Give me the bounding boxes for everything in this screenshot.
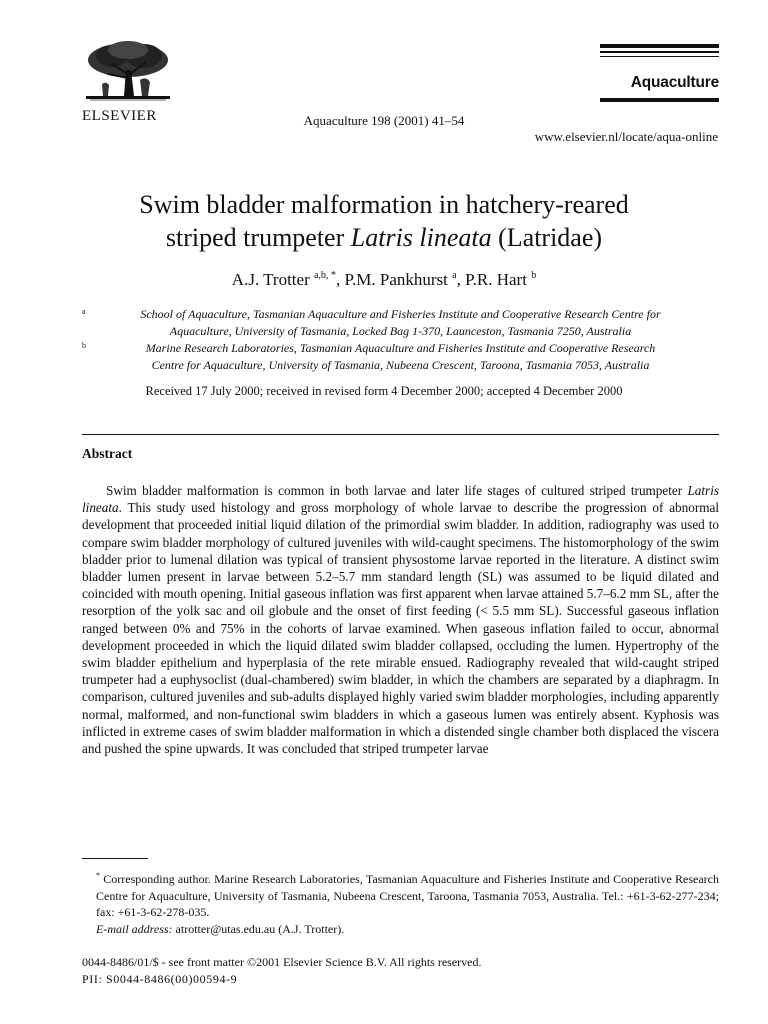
article-title xyxy=(60,188,708,254)
affiliation-line: Centre for Aquaculture, University of Tasmania, Nubeena Crescent, Taroona, Tasmania 7053, Australia xyxy=(151,358,650,372)
copyright-line: 0044-8486/01/$ - see front matter ©2001 Elsevier Science B.V. All rights reserved. xyxy=(82,955,482,969)
abstract-text-part: . This study used histology and gross morphology of whole larvae to describe the progression of abnormal development that proceeded initial liquid dilation of the primordial swim bladder. In addition, radiography was used to compare swim bladder morphology of cultured juveniles with wild-caught specimens. The histomorphology of the swim bladder prior to lumenal dilation was typical of transient physostome larvae reported in the literature. A distinct swim bladder lumen present in larvae between 5.2–5.7 mm standard length (SL) was assumed to be liquid dilated and coincided with mouth opening. Initial gaseous inflation was first apparent when larvae attained 5.7–6.2 mm SL, after the resorption of the yolk sac and oil globule and the onset of first feeding (< 5.5 mm SL). Successful gaseous inflation ranged between 0% and 75% in the cohorts of larvae examined. When gaseous inflation failed to occur, abnormal development proceeded in which the liquid dilated swim bladder collapsed, occluding the lumen. Hypertrophy of the swim bladder epithelium and hyperplasia of the rete mirable ensued. Radiography revealed that wild-caught striped trumpeter had a euphysoclist (dual-chambered) swim bladder, in which the chambers are separated by a diaphragm. In comparison, cultured juveniles and sub-adults displayed highly varied swim bladder morphologies, including apparently normal, malformed, and non-functional swim bladders in which a gaseous lumen was entirely absent. Kyphosis was inflicted in extreme cases of swim bladder malformation in which a distended single chamber both displaced the viscera and pushed the spine upwards. It was concluded that striped trumpeter larvae xyxy=(82,500,719,757)
author-list: A.J. Trotter $^{a,b, *}$, P.M. Pankhurst $^a$, P.R. Hart $^b$ xyxy=(231,270,537,289)
abstract-text-part: Swim bladder malformation is common in both larvae and later life stages of cultured striped trumpeter xyxy=(106,483,688,498)
title-family: (Latridae) xyxy=(491,223,603,252)
affiliation-marker: a xyxy=(82,307,86,316)
species-name: Latris lineata xyxy=(82,483,719,516)
affiliation-a xyxy=(82,306,719,340)
author-affiliation-marker: a xyxy=(452,270,457,281)
journal-citation: Aquaculture 198 (2001) 41–54 xyxy=(303,113,465,128)
author-affiliation-marker: b xyxy=(531,270,537,281)
elsevier-tree-logo xyxy=(82,40,174,104)
journal-name: Aquaculture xyxy=(630,74,719,91)
copyright-block xyxy=(82,954,481,988)
affiliation-marker: b xyxy=(82,341,86,350)
title-line-2 xyxy=(60,221,708,254)
author-name: P.M. Pankhurst xyxy=(344,270,448,289)
author-name: P.R. Hart xyxy=(465,270,527,289)
title-text: striped trumpeter xyxy=(165,223,351,252)
affiliation-line: Aquaculture, University of Tasmania, Locked Bag 1-370, Launceston, Tasmania 7250, Australia xyxy=(169,324,632,338)
affiliation-line: School of Aquaculture, Tasmanian Aquaculture and Fisheries Institute and Cooperative Research Centre for xyxy=(140,307,661,321)
email-label: E-mail address: xyxy=(96,921,173,936)
title-line-1: Swim bladder malformation in hatchery-reared xyxy=(139,190,629,219)
footnote-marker: * xyxy=(96,871,100,880)
abstract-divider xyxy=(82,434,719,435)
author-affiliation-marker: a,b, * xyxy=(313,270,336,281)
publisher-name: ELSEVIER xyxy=(82,108,157,124)
article-dates: Received 17 July 2000; received in revised form 4 December 2000; accepted 4 December 2000 xyxy=(145,384,623,398)
affiliation-line: Marine Research Laboratories, Tasmanian Aquaculture and Fisheries Institute and Cooperative Research xyxy=(145,341,656,355)
abstract-heading: Abstract xyxy=(82,446,133,461)
footnote-email-line xyxy=(82,921,719,938)
pii-line: PII: S0044-8486(00)00594-9 xyxy=(82,972,238,986)
species-name: Latris lineata xyxy=(350,223,492,252)
abstract-text xyxy=(82,482,719,757)
footnote-text xyxy=(82,868,719,921)
footnote-divider xyxy=(82,858,148,859)
email-address[interactable]: atrotter@utas.edu.au (A.J. Trotter). xyxy=(175,921,345,936)
author-name: A.J. Trotter xyxy=(231,270,310,289)
affiliations xyxy=(82,306,719,374)
journal-header-rules xyxy=(600,44,719,60)
affiliation-b xyxy=(82,340,719,374)
corresponding-author-footnote xyxy=(82,868,719,937)
journal-header-rule xyxy=(600,98,719,102)
journal-url[interactable]: www.elsevier.nl/locate/aqua-online xyxy=(534,129,718,144)
footnote-body: Corresponding author. Marine Research Laboratories, Tasmanian Aquaculture and Fisheries Institute and Cooperative Research Centre for Aquaculture, University of Tasmania, Nubeena Crescent, Taroona, Tasmania 7053, Australia. Tel.: +61-3-62-277-234; fax: +61-3-62-278-035. xyxy=(96,872,719,919)
